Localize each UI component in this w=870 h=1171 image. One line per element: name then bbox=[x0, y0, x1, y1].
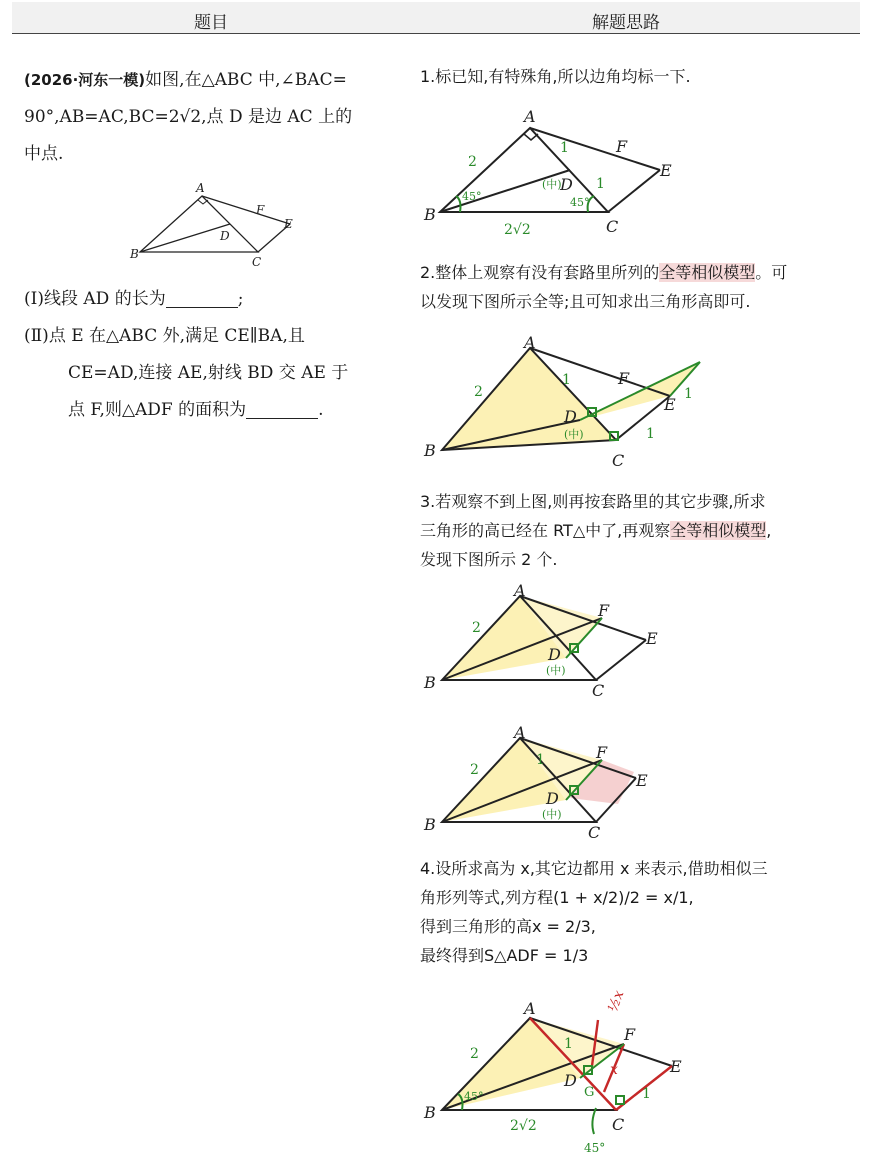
solution-figure-3b bbox=[420, 724, 680, 844]
part2-blank bbox=[246, 400, 318, 419]
f4-label-e: E bbox=[670, 1057, 682, 1076]
step-4 bbox=[420, 854, 860, 970]
f3a-label-c: C bbox=[592, 681, 605, 700]
f3a-label-e: E bbox=[646, 629, 658, 648]
f3a-label-d: D bbox=[548, 645, 561, 664]
solution-figure-4 bbox=[420, 982, 710, 1162]
step-2 bbox=[420, 258, 860, 316]
f4-ann-45-b: 45° bbox=[464, 1090, 484, 1103]
part1-blank bbox=[166, 289, 238, 308]
solution-figure-1 bbox=[420, 100, 690, 240]
f1-label-b: B bbox=[424, 205, 436, 224]
f3b-label-c: C bbox=[588, 823, 601, 842]
f1-label-f: F bbox=[616, 137, 628, 156]
step-1 bbox=[420, 62, 860, 91]
step-3-text-a: 3.若观察不到上图,则再按套路里的其它步骤,所求 bbox=[420, 492, 766, 511]
f3b-label-b: B bbox=[424, 815, 436, 834]
f3a-label-f: F bbox=[598, 601, 610, 620]
f2-ann-two: 2 bbox=[474, 384, 483, 400]
f4-label-d: D bbox=[564, 1071, 577, 1090]
f1-ann-45-c: 45° bbox=[570, 196, 590, 209]
fig-label-b: B bbox=[130, 247, 139, 261]
step-3-highlight: 全等相似模型 bbox=[670, 521, 767, 540]
f1-ann-two-root2: 2√2 bbox=[504, 222, 531, 238]
step-3 bbox=[420, 487, 860, 574]
f2-label-e: E bbox=[664, 395, 676, 414]
problem-source: (2026·河东一模) bbox=[24, 71, 146, 89]
f3a-label-b: B bbox=[424, 673, 436, 692]
step-4-text-c: 得到三角形的高x = 2/3, bbox=[420, 917, 596, 936]
fig-label-e: E bbox=[284, 217, 293, 231]
f2-ann-one-a: 1 bbox=[562, 372, 571, 388]
part1-end: ; bbox=[237, 289, 244, 309]
part2-line1: (Ⅱ)点 E 在△ABC 外,满足 CE∥BA,且 bbox=[24, 326, 305, 346]
f4-ann-two-root2: 2√2 bbox=[510, 1118, 537, 1134]
step-2-text-a: 2.整体上观察有没有套路里所列的 bbox=[420, 263, 660, 282]
f4-ann-two: 2 bbox=[470, 1046, 479, 1062]
solution-figure-2 bbox=[420, 334, 710, 474]
f2-ann-one-c: 1 bbox=[684, 386, 693, 402]
f4-ann-one-b: 1 bbox=[642, 1086, 651, 1102]
f3a-ann-mid: (中) bbox=[546, 664, 566, 677]
fig-label-f: F bbox=[256, 203, 265, 217]
f3b-label-d: D bbox=[546, 789, 559, 808]
f4-ann-half-x: ½x bbox=[605, 988, 628, 1015]
f3b-label-e: E bbox=[636, 771, 648, 790]
f1-ann-one-b: 1 bbox=[596, 176, 605, 192]
f1-label-d: D bbox=[560, 175, 573, 194]
f3b-label-f: F bbox=[596, 743, 608, 762]
step-1-text: 1.标已知,有特殊角,所以边角均标一下. bbox=[420, 67, 691, 86]
stem-line3: 中点. bbox=[24, 144, 64, 164]
part2-line2: CE=AD,连接 AE,射线 BD 交 AE 于 bbox=[68, 363, 349, 383]
f4-label-b: B bbox=[424, 1103, 436, 1122]
f3a-ann-two: 2 bbox=[472, 620, 481, 636]
f1-ann-two: 2 bbox=[468, 154, 477, 170]
f2-label-f: F bbox=[618, 369, 630, 388]
f2-ann-mid: (中) bbox=[564, 428, 584, 441]
problem-figure bbox=[128, 180, 308, 270]
f1-label-a: A bbox=[524, 107, 536, 126]
part1-text: (Ⅰ)线段 AD 的长为 bbox=[24, 289, 166, 309]
header-problem: 题目 bbox=[194, 13, 228, 33]
problem-text bbox=[24, 62, 410, 173]
f1-label-c: C bbox=[606, 217, 619, 236]
f3b-ann-two: 2 bbox=[470, 762, 479, 778]
f3b-ann-mid: (中) bbox=[542, 808, 562, 821]
f1-label-e: E bbox=[660, 161, 672, 180]
f4-label-a: A bbox=[524, 999, 536, 1018]
stem-line1: 如图,在△ABC 中,∠BAC= bbox=[145, 70, 347, 90]
part2-line3: 点 F,则△ADF 的面积为 bbox=[68, 400, 247, 420]
step-4-text-b: 角形列等式,列方程(1 + x/2)/2 = x/1, bbox=[420, 888, 694, 907]
problem-questions bbox=[24, 281, 410, 429]
f4-ann-one-a: 1 bbox=[564, 1036, 573, 1052]
f1-ann-45-b: 45° bbox=[462, 190, 482, 203]
step-3-text-c: , bbox=[766, 521, 772, 540]
step-2-highlight: 全等相似模型 bbox=[659, 263, 756, 282]
table-header bbox=[12, 2, 860, 34]
step-3-text-d: 发现下图所示 2 个. bbox=[420, 550, 558, 569]
step-4-text-d: 最终得到S△ADF = 1/3 bbox=[420, 946, 589, 965]
f3a-label-a: A bbox=[514, 582, 526, 600]
f2-label-a: A bbox=[524, 334, 536, 352]
f4-label-f: F bbox=[624, 1025, 636, 1044]
stem-line2: 90°,AB=AC,BC=2√2,点 D 是边 AC 上的 bbox=[24, 107, 353, 127]
f4-label-c: C bbox=[612, 1115, 625, 1134]
f1-ann-mid: (中) bbox=[542, 178, 562, 191]
part2-end: . bbox=[318, 400, 324, 420]
f1-ann-one-a: 1 bbox=[560, 140, 569, 156]
fig-label-a: A bbox=[196, 181, 205, 195]
fig-label-d: D bbox=[220, 229, 230, 243]
step-4-text-a: 4.设所求高为 x,其它边都用 x 来表示,借助相似三 bbox=[420, 859, 768, 878]
f2-ann-one-b: 1 bbox=[646, 426, 655, 442]
step-3-text-b: 三角形的高已经在 RT△中了,再观察 bbox=[420, 521, 671, 540]
f4-ann-45-c: 45° bbox=[584, 1141, 606, 1155]
f4-ann-g: G bbox=[584, 1085, 595, 1100]
f3b-label-a: A bbox=[514, 724, 526, 742]
header-solution: 解题思路 bbox=[592, 13, 660, 33]
fig-label-c: C bbox=[252, 255, 262, 269]
f2-label-b: B bbox=[424, 441, 436, 460]
solution-figure-3a bbox=[420, 582, 680, 702]
f3b-ann-one: 1 bbox=[536, 752, 545, 768]
f2-label-d: D bbox=[564, 407, 577, 426]
f2-label-c: C bbox=[612, 451, 625, 470]
step-2-text-b: 。可 bbox=[755, 263, 788, 282]
f4-ann-x: x bbox=[610, 1062, 618, 1078]
step-2-text-c: 以发现下图所示全等;且可知求出三角形高即可. bbox=[420, 292, 751, 311]
